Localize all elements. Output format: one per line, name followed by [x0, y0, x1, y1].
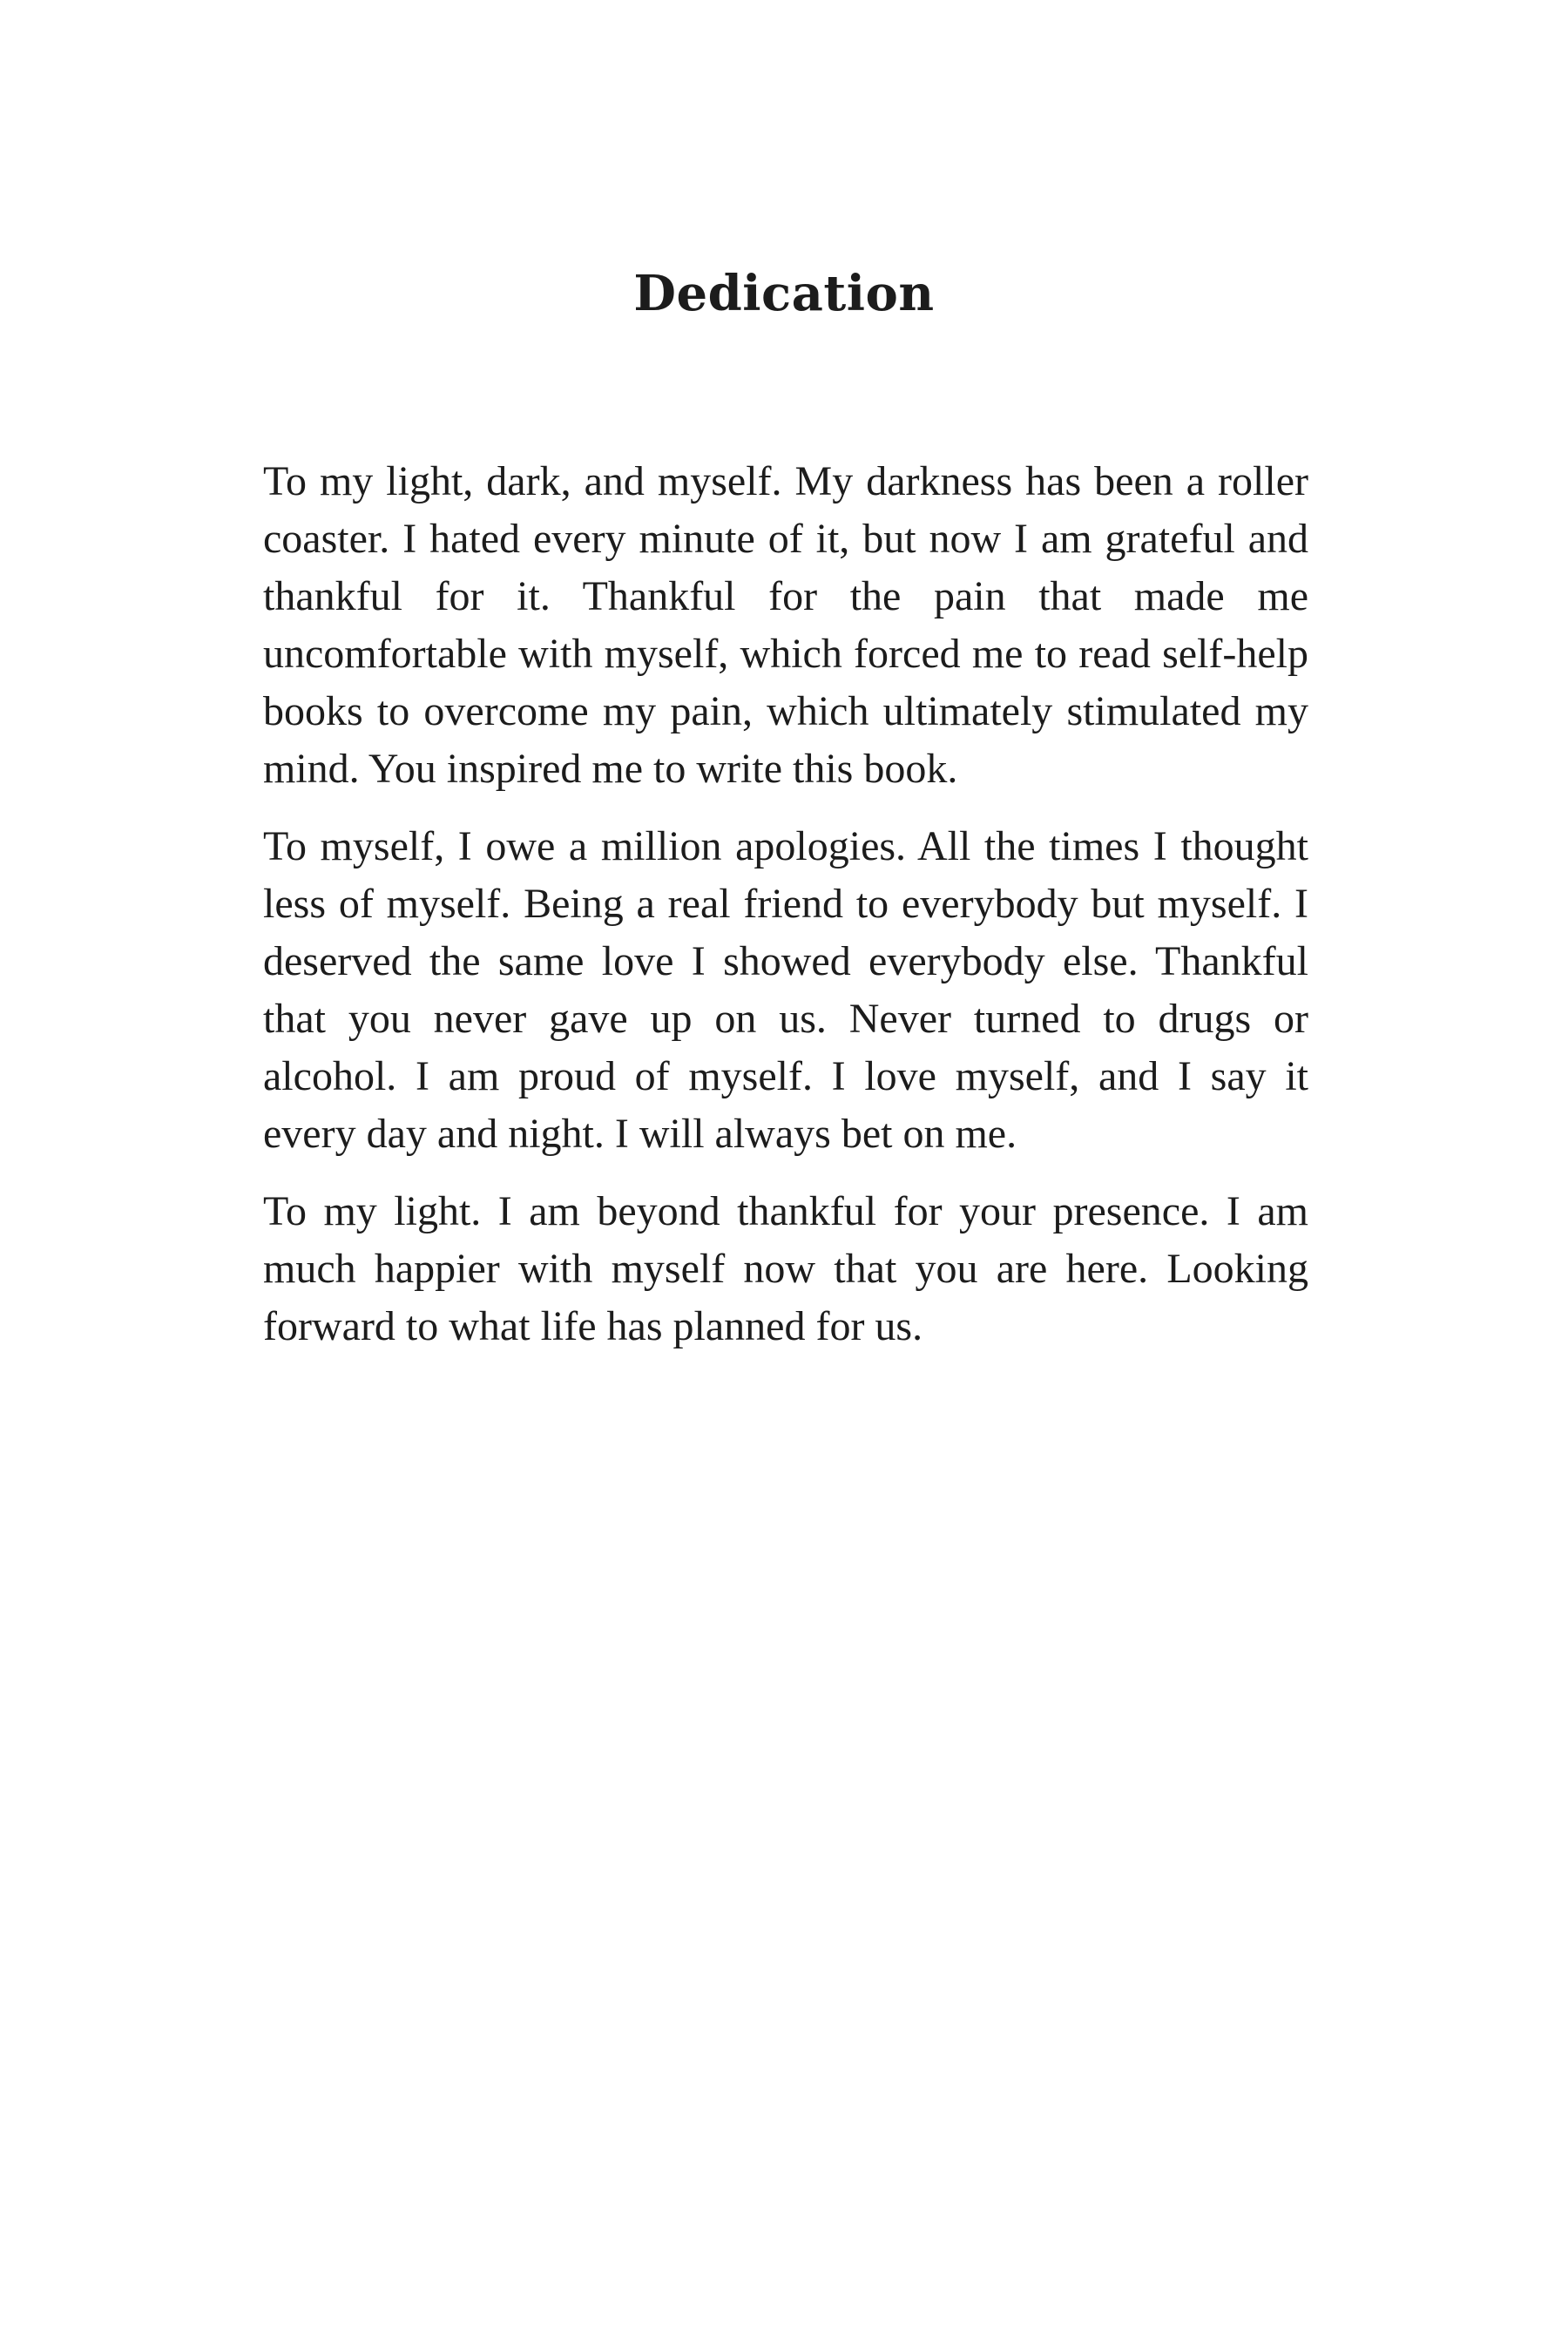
dedication-paragraph-3: To my light. I am beyond thankful for your presence. I am much happier with myself now that you are here. Looking forward to what life has planned for us.	[263, 1188, 1308, 1349]
dedication-paragraph-1: To my light, dark, and myself. My darkness has been a roller coaster. I hated every minute of it, but now I am grateful and thankful for it. Thankful for the pain that made me uncomfortable with myself, which forced me to read self-help books to overcome my pain, which ultimately stimulated my mind. You inspired me to write this book.	[263, 458, 1308, 792]
dedication-body	[263, 453, 1308, 1375]
page-title: Dedication	[633, 265, 935, 322]
dedication-paragraph-2: To myself, I owe a million apologies. All the times I thought less of myself. Being a real friend to everybody but myself. I deserved the same love I showed everybody else. Thankful that you never gave up on us. Never turned to drugs or alcohol. I am proud of myself. I love myself, and I say it every day and night. I will always bet on me.	[263, 823, 1308, 1157]
